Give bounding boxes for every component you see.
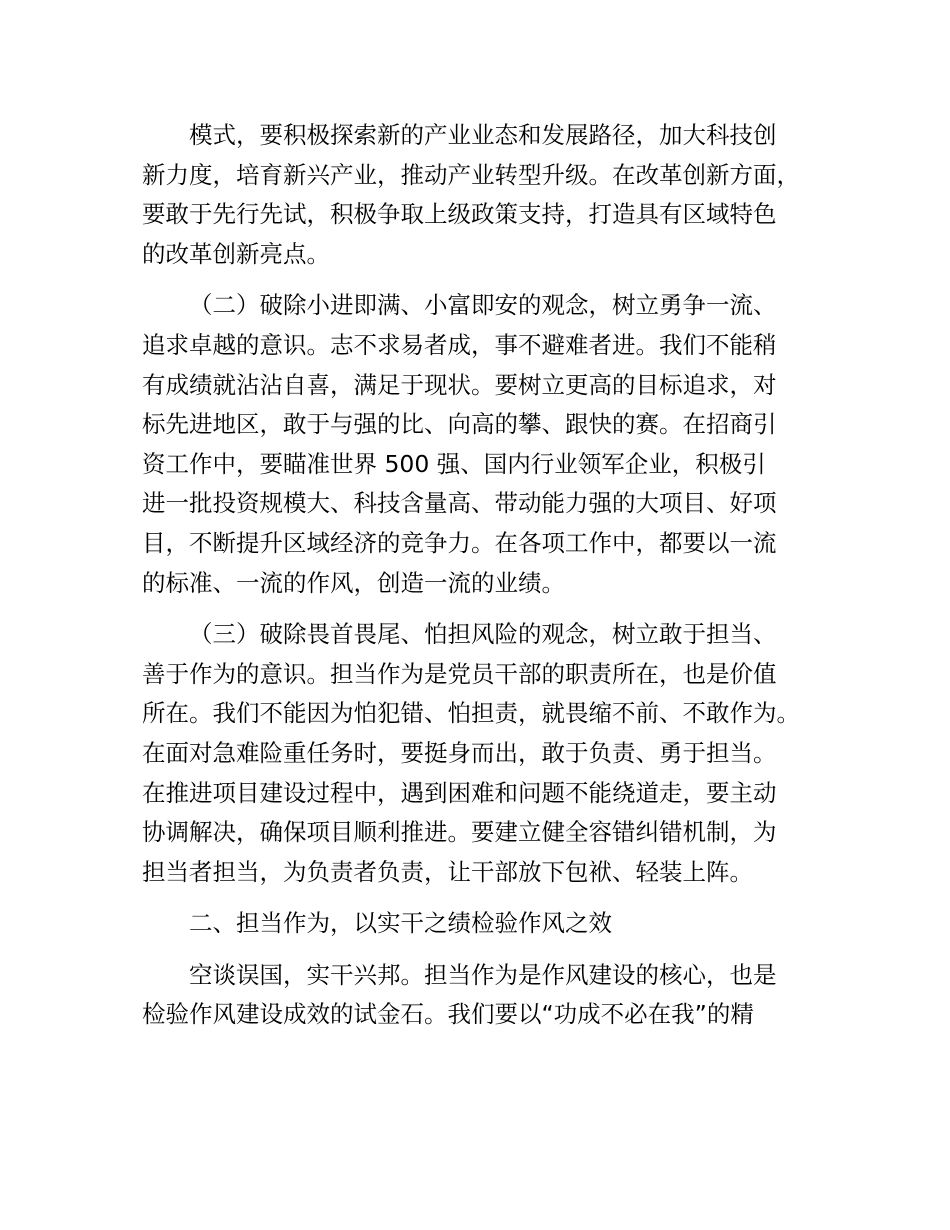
paragraph-line: 所在。我们不能因为怕犯错、怕担责，就畏缩不前、不敢作为。 xyxy=(142,699,800,728)
paragraph-2 xyxy=(142,286,842,603)
paragraph-line: 资工作中，要瞄准世界 500 强、国内行业领军企业，积极引 xyxy=(142,449,766,478)
section-heading xyxy=(142,904,842,944)
paragraph-5 xyxy=(142,956,842,1035)
paragraph-line: 在推进项目建设过程中，遇到困难和问题不能绕道走，要主动 xyxy=(142,778,777,807)
paragraph-line: 要敢于先行先试，积极争取上级政策支持，打造具有区域特色 xyxy=(142,200,777,229)
paragraph-line: 新力度，培育新兴产业，推动产业转型升级。在改革创新方面， xyxy=(142,160,800,189)
paragraph-line: 追求卓越的意识。志不求易者成，事不避难者进。我们不能稍 xyxy=(142,330,777,359)
document-body xyxy=(142,116,842,1047)
paragraph-line: 进一批投资规模大、科技含量高、带动能力强的大项目、好项 xyxy=(142,489,777,518)
paragraph-line: （三）破除畏首畏尾、怕担风险的观念，树立敢于担当、 xyxy=(189,620,777,649)
paragraph-line: （二）破除小进即满、小富即安的观念，树立勇争一流、 xyxy=(189,291,777,320)
section-heading-text: 二、担当作为，以实干之绩检验作风之效 xyxy=(189,909,612,938)
paragraph-line: 有成绩就沾沾自喜，满足于现状。要树立更高的目标追求，对 xyxy=(142,370,777,399)
paragraph-1 xyxy=(142,116,842,274)
paragraph-line: 模式，要积极探索新的产业业态和发展路径，加大科技创 xyxy=(189,121,777,149)
paragraph-line: 检验作风建设成效的试金石。我们要以“功成不必在我”的精 xyxy=(142,1000,754,1029)
paragraph-line: 在面对急难险重任务时，要挺身而出，敢于负责、勇于担当。 xyxy=(142,738,777,767)
paragraph-line: 担当者担当，为负责者负责，让干部放下包袱、轻装上阵。 xyxy=(142,857,753,886)
paragraph-line: 标先进地区，敢于与强的比、向高的攀、跟快的赛。在招商引 xyxy=(142,410,777,439)
paragraph-line: 协调解决，确保项目顺利推进。要建立健全容错纠错机制，为 xyxy=(142,818,777,847)
paragraph-line: 目，不断提升区域经济的竞争力。在各项工作中，都要以一流 xyxy=(142,528,777,557)
paragraph-line: 空谈误国，实干兴邦。担当作为是作风建设的核心，也是 xyxy=(189,960,777,989)
paragraph-3 xyxy=(142,615,842,892)
paragraph-line: 的标准、一流的作风，创造一流的业绩。 xyxy=(142,568,565,597)
paragraph-line: 善于作为的意识。担当作为是党员干部的职责所在，也是价值 xyxy=(142,659,777,688)
paragraph-line: 的改革创新亮点。 xyxy=(142,239,330,268)
